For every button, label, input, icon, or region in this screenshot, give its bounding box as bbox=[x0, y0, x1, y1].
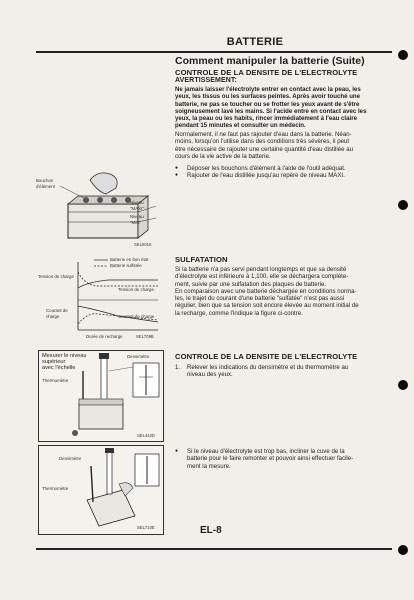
figure-code: SEL709B bbox=[136, 334, 154, 339]
label-mini: Niveau "MIN" bbox=[130, 214, 144, 225]
label-tension-1: Tension de charge bbox=[38, 274, 74, 279]
binder-hole bbox=[398, 545, 408, 555]
label-mesurer: Mesurer le niveau supérieur avec l'échelle bbox=[42, 353, 87, 371]
binder-hole bbox=[398, 50, 408, 60]
label-densimetre: Densimètre bbox=[59, 456, 82, 461]
section2-heading: CONTROLE DE LA DENSITE DE L'ELECTROLYTE bbox=[175, 352, 358, 361]
section-header: BATTERIE bbox=[226, 36, 284, 48]
bullet-item: ● Rajouter de l'eau distillée jusqu'au repère de niveau MAXI. bbox=[175, 172, 395, 179]
section1-heading: CONTROLE DE LA DENSITE DE L'ELECTROLYTE bbox=[175, 68, 358, 77]
figure-code: SEL001K bbox=[134, 242, 152, 247]
binder-hole bbox=[398, 380, 408, 390]
legend-good: Batterie en bon état bbox=[110, 257, 149, 262]
header-rule bbox=[36, 51, 392, 53]
section1-bullets bbox=[175, 165, 395, 180]
label-thermometre: Thermomètre bbox=[42, 486, 69, 491]
sulfatation-text: Si la batterie n'a pas servi pendant longtemps et que sa densité d'électrolyte est inférieure à 1,100, elle se déchargera complète- ment, suivie par une sulfatation des plaques de batterie. En comparaison avec une batterie déchargée en conditions norma- les, le trajet du courant d'une batterie "sulfatée" n'est pas aussi régulier, bien que sa tension soit encore élevée au moment initial de la recharge, comme l'indique la figure ci-contre. bbox=[175, 266, 359, 317]
label-bouchon: Bouchon d'élément bbox=[36, 178, 55, 189]
figure-tilted-battery bbox=[38, 445, 164, 535]
step-1: 1. Relever les indications du densimètre et du thermomètre au niveau des yeux. bbox=[175, 364, 349, 379]
bullet-item: ● Déposer les bouchons d'élément à l'aide de l'outil adéquat. bbox=[175, 165, 395, 172]
label-maxi: Niveau "MAXI" bbox=[130, 200, 144, 211]
figure-code: SEL710E bbox=[137, 525, 155, 530]
legend-sulfated: Batterie sulfatée bbox=[110, 263, 142, 268]
label-courant-2: Courant de charge bbox=[118, 314, 155, 319]
x-axis-label: Durée de recharge bbox=[86, 334, 123, 339]
warning-heading: AVERTISSEMENT: bbox=[175, 77, 237, 84]
footer-rule bbox=[36, 548, 392, 550]
warning-text: Ne jamais laisser l'électrolyte entrer en contact avec la peau, les yeux, les tissus ou les surfaces peintes. Après avoir touché une batterie, ne pas se toucher ou se frotter les yeux avant de s'être soigneusement lavé les mains. Si l'acide entre en contact avec les yeux, la peau ou les habits, rincer immédiatement à l'eau claire pendant 15 minutes et consulter un médecin. bbox=[175, 86, 367, 130]
page-title: Comment manipuler la batterie (Suite) bbox=[175, 55, 365, 67]
label-thermometre: Thermomètre bbox=[42, 378, 69, 383]
normal-text: Normalement, il ne faut pas rajouter d'eau dans la batterie. Néan- moins, lorsqu'on l'utilise dans des conditions très sévères, il peut être nécessaire de rajouter une certaine quantité d'eau distillée au cours de la vie active de la batterie. bbox=[175, 131, 353, 160]
figure-charge-curves bbox=[38, 254, 162, 344]
label-tension-2: Tension de charge bbox=[118, 287, 154, 292]
figure-battery-levels bbox=[38, 164, 162, 252]
binder-hole bbox=[398, 200, 408, 210]
figure-hydrometer bbox=[38, 350, 164, 442]
label-densimetre: Densimètre bbox=[127, 354, 150, 359]
label-courant-1: Courant de charge bbox=[46, 308, 68, 319]
sulfatation-heading: SULFATATION bbox=[175, 255, 228, 264]
section2-bullets bbox=[175, 448, 395, 470]
page-number: EL-8 bbox=[200, 525, 222, 536]
bullet-item: ● Si le niveau d'électrolyte est trop bas, incliner la cuve de la batterie pour le faire remonter et pouvoir ainsi effectuer facile- ment la mesure. bbox=[175, 448, 395, 470]
figure-code: SEL442D bbox=[137, 433, 155, 438]
